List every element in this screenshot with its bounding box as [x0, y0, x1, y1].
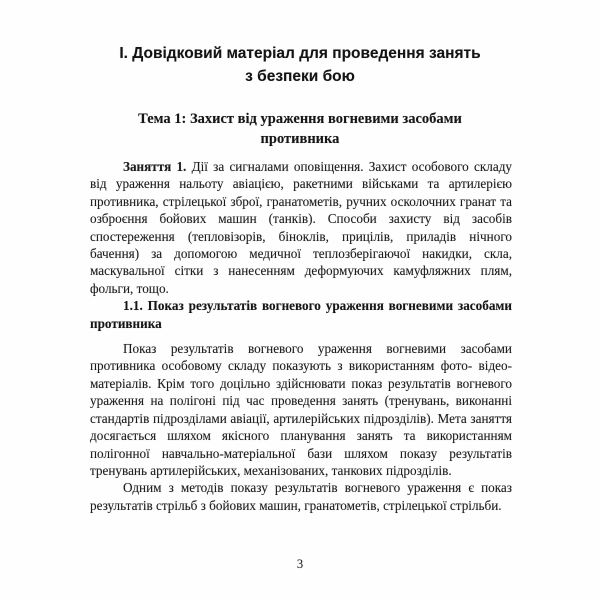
lesson-paragraph-lead: Заняття 1. — [123, 159, 187, 174]
section-heading-1-1: 1.1. Показ результатів вогневого ураження вогневими засобами противника — [90, 298, 512, 331]
topic-heading — [90, 109, 510, 149]
topic-heading-line-2: противника — [260, 131, 340, 147]
topic-heading-line-1: Тема 1: Захист від ураження вогневими засобами — [138, 111, 462, 127]
page-number: 3 — [296, 557, 304, 571]
main-heading — [60, 42, 540, 88]
section-paragraph-2: Одним з методів показу результатів вогневого ураження є показ результатів стрільб з бойових машин, гранатометів, стрілецької стрільби. — [90, 480, 512, 513]
section-paragraph-1: Показ результатів вогневого ураження вогневими засобами противника особовому складу показують з використанням фото- відео- матеріалів. Крім того доцільно здійснювати показ результатів вогневого ураження на полігоні під час проведення занять (тренувань, виконанні стандартів підрозділами авіації, артилерійських підрозділів). Мета заняття досягається шляхом якісного планування занять та використанням полігонної навчально-матеріальної бази шляхом показу результатів тренувань артилерійських, механізованих, танкових підрозділів. — [90, 341, 512, 478]
main-heading-line-1: І. Довідковий матеріал для проведення занять — [119, 45, 481, 62]
main-heading-line-2: з безпеки бою — [245, 68, 355, 85]
lesson-paragraph — [90, 158, 512, 297]
lesson-paragraph-text: Дії за сигналами оповіщення. Захист особового складу від ураження нальоту авіацією, ракетними військами та артилерією противника, стрілецької зброї, гранатометів, ручних осколочних гранат та озброєння бойових машин (танків). Способи захисту від засобів спостереження (тепловізорів, біноклів, прицілів, приладів нічного бачення) за допомогою медичної теплозберігаючої накидки, скла, маскувальної сітки з нанесенням деформуючих камуфляжних плям, фольги, тощо. — [90, 159, 513, 296]
